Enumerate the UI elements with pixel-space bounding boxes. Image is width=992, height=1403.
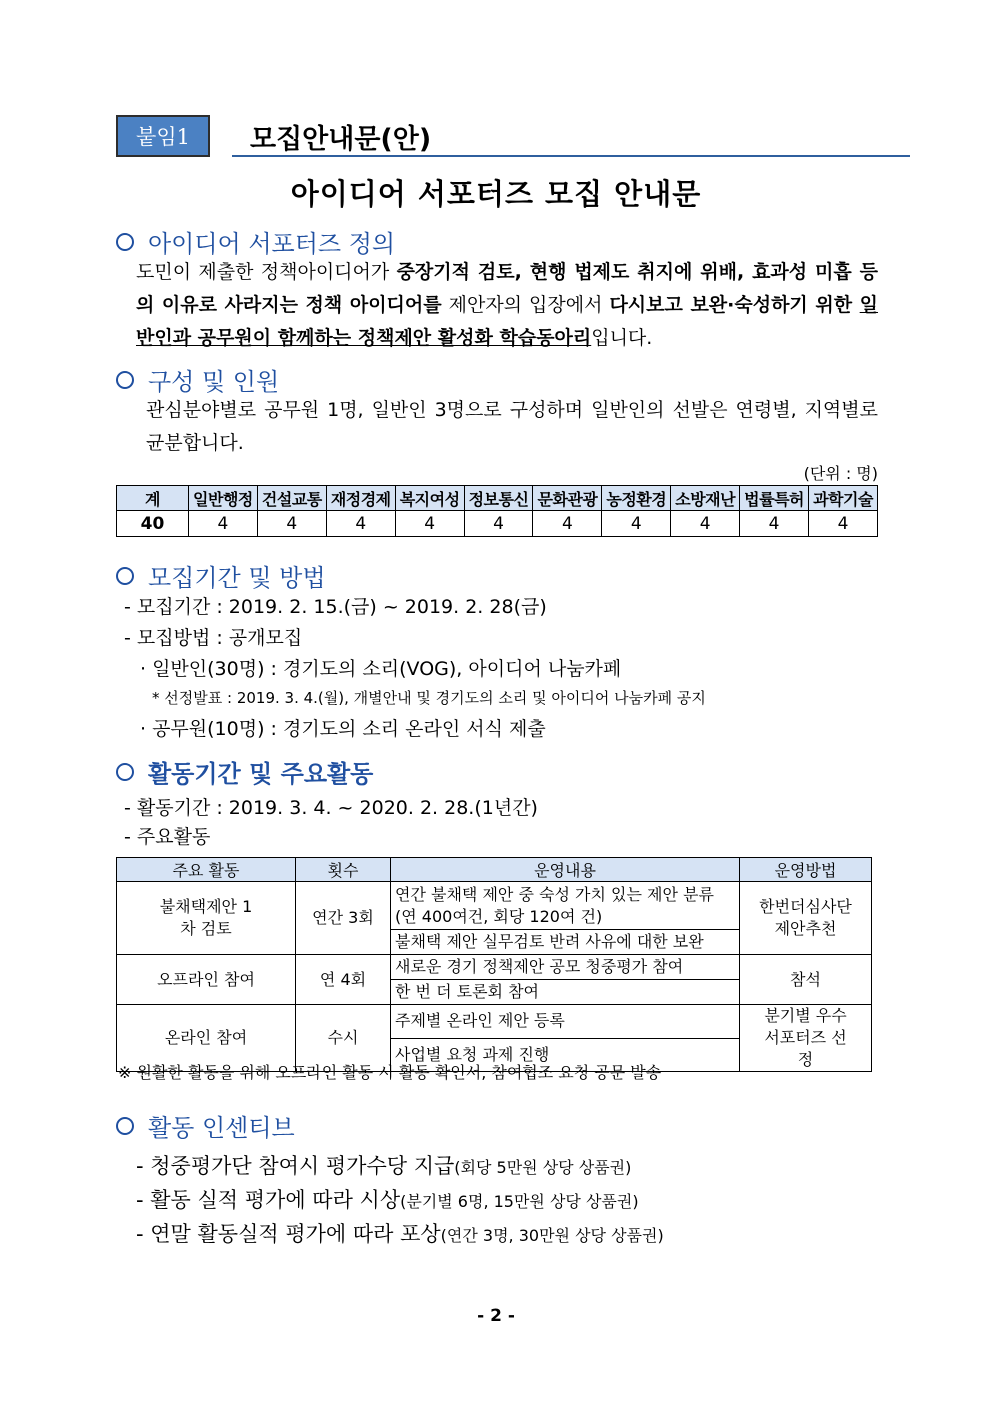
page-number: - 2 -	[477, 1306, 515, 1326]
table-cell: 4	[395, 511, 464, 537]
table-header-cell: 정보통신	[464, 486, 533, 511]
table-cell: 4	[533, 511, 602, 537]
table-cell: 4	[740, 511, 809, 537]
table-header-cell: 운영방법	[740, 858, 872, 882]
content-cell: 연간 불채택 제안 중 숙성 가치 있는 제안 분류 (연 400여건, 회당 120여 건)	[391, 882, 740, 930]
table-header-row	[117, 858, 872, 882]
incentive-item: - 활동 실적 평가에 따라 시상(분기별 6명, 15만원 상당 상품권)	[136, 1188, 639, 1212]
recruitment-period: - 모집기간 : 2019. 2. 15.(금) ~ 2019. 2. 28(금)	[124, 596, 547, 618]
content-cell: 사업별 요청 과제 진행	[391, 1038, 740, 1072]
table-row	[117, 882, 872, 930]
table-row	[117, 1005, 872, 1039]
selection-announcement: * 선정발표 : 2019. 3. 4.(월), 개별안내 및 경기도의 소리 및 아이디어 나눔카페 공지	[152, 689, 706, 707]
content-cell: 주제별 온라인 제안 등록	[391, 1005, 740, 1039]
table-header-cell: 주요 활동	[117, 858, 296, 882]
recruitment-general: · 일반인(30명) : 경기도의 소리(VOG), 아이디어 나눔카페	[140, 658, 622, 680]
table-header-cell: 소방재난	[671, 486, 740, 511]
main-activities-label: - 주요활동	[124, 826, 211, 848]
header-divider	[232, 155, 910, 157]
table-header-cell: 횟수	[296, 858, 391, 882]
section-heading-recruitment: 모집기간 및 방법	[116, 558, 326, 593]
section-heading-composition: 구성 및 인원	[116, 362, 279, 397]
method-cell: 참석	[740, 955, 872, 1005]
table-header-cell: 문화관광	[533, 486, 602, 511]
table-row	[117, 955, 872, 980]
content-cell: 새로운 경기 정책제안 공모 청중평가 참여	[391, 955, 740, 980]
activity-name-cell: 오프라인 참여	[117, 955, 296, 1005]
table-header-cell: 건설교통	[257, 486, 326, 511]
attachment-badge: 붙임1	[116, 115, 210, 157]
unit-label: (단위 : 명)	[803, 464, 878, 483]
table-header-cell: 일반행정	[189, 486, 258, 511]
recruitment-official: · 공무원(10명) : 경기도의 소리 온라인 서식 제출	[140, 718, 546, 740]
document-title: 아이디어 서포터즈 모집 안내문	[290, 177, 702, 211]
table-cell: 4	[671, 511, 740, 537]
table-cell: 4	[189, 511, 258, 537]
table-cell: 4	[326, 511, 395, 537]
activity-note: ※ 원활한 활동을 위해 오프라인 활동 시 활동 확인서, 참여협조 요청 공문 발송	[118, 1063, 662, 1082]
count-cell: 연 4회	[296, 955, 391, 1005]
table-header-cell: 재정경제	[326, 486, 395, 511]
method-cell: 한번더심사단 제안추천	[740, 882, 872, 955]
definition-paragraph: 도민이 제출한 정책아이디어가 중장기적 검토, 현행 법제도 취지에 위배, 효과성 미흡 등의 이유로 사라지는 정책 아이디어를 제안자의 입장에서 다시보고 보완·숙성하기 위한 일반인과 공무원이 함께하는 정책제안 활성화 학습동아리입니다.	[136, 261, 879, 349]
count-cell: 연간 3회	[296, 882, 391, 955]
table-cell: 4	[809, 511, 878, 537]
table-cell: 4	[602, 511, 671, 537]
table-row	[117, 511, 878, 537]
content-cell: 한 번 더 토론회 참여	[391, 980, 740, 1005]
table-header-cell: 계	[117, 486, 189, 511]
circle-bullet-icon	[116, 567, 134, 585]
table-header-cell: 복지여성	[395, 486, 464, 511]
activity-name-cell: 불채택제안 1차 검토	[117, 882, 296, 955]
circle-bullet-icon	[116, 233, 134, 251]
attachment-header	[116, 113, 910, 159]
table-cell-total: 40	[117, 511, 189, 537]
header-title: 모집안내문(안)	[250, 124, 432, 155]
section-heading-activities: 활동기간 및 주요활동	[116, 754, 373, 789]
section-heading-incentives: 활동 인센티브	[116, 1108, 295, 1143]
activities-table	[116, 857, 872, 1072]
composition-table	[116, 485, 878, 537]
table-header-cell: 운영내용	[391, 858, 740, 882]
table-cell: 4	[257, 511, 326, 537]
section-heading-definition: 아이디어 서포터즈 정의	[116, 224, 395, 259]
table-header-row	[117, 486, 878, 511]
composition-paragraph: 관심분야별로 공무원 1명, 일반인 3명으로 구성하며 일반인의 선발은 연령별, 지역별로 균분합니다.	[146, 399, 878, 454]
content-cell: 불채택 제안 실무검토 반려 사유에 대한 보완	[391, 930, 740, 955]
activity-period: - 활동기간 : 2019. 3. 4. ~ 2020. 2. 28.(1년간)	[124, 797, 538, 819]
circle-bullet-icon	[116, 1117, 134, 1135]
method-cell: 분기별 우수 서포터즈 선정	[740, 1005, 872, 1072]
table-header-cell: 농정환경	[602, 486, 671, 511]
activity-name-cell: 온라인 참여	[117, 1005, 296, 1072]
circle-bullet-icon	[116, 371, 134, 389]
count-cell: 수시	[296, 1005, 391, 1072]
circle-bullet-icon	[116, 763, 134, 781]
table-header-cell: 법률특허	[740, 486, 809, 511]
table-cell: 4	[464, 511, 533, 537]
recruitment-method: - 모집방법 : 공개모집	[124, 627, 303, 649]
table-header-cell: 과학기술	[809, 486, 878, 511]
incentive-item: - 연말 활동실적 평가에 따라 포상(연간 3명, 30만원 상당 상품권)	[136, 1222, 664, 1246]
incentive-item: - 청중평가단 참여시 평가수당 지급(회당 5만원 상당 상품권)	[136, 1154, 632, 1178]
